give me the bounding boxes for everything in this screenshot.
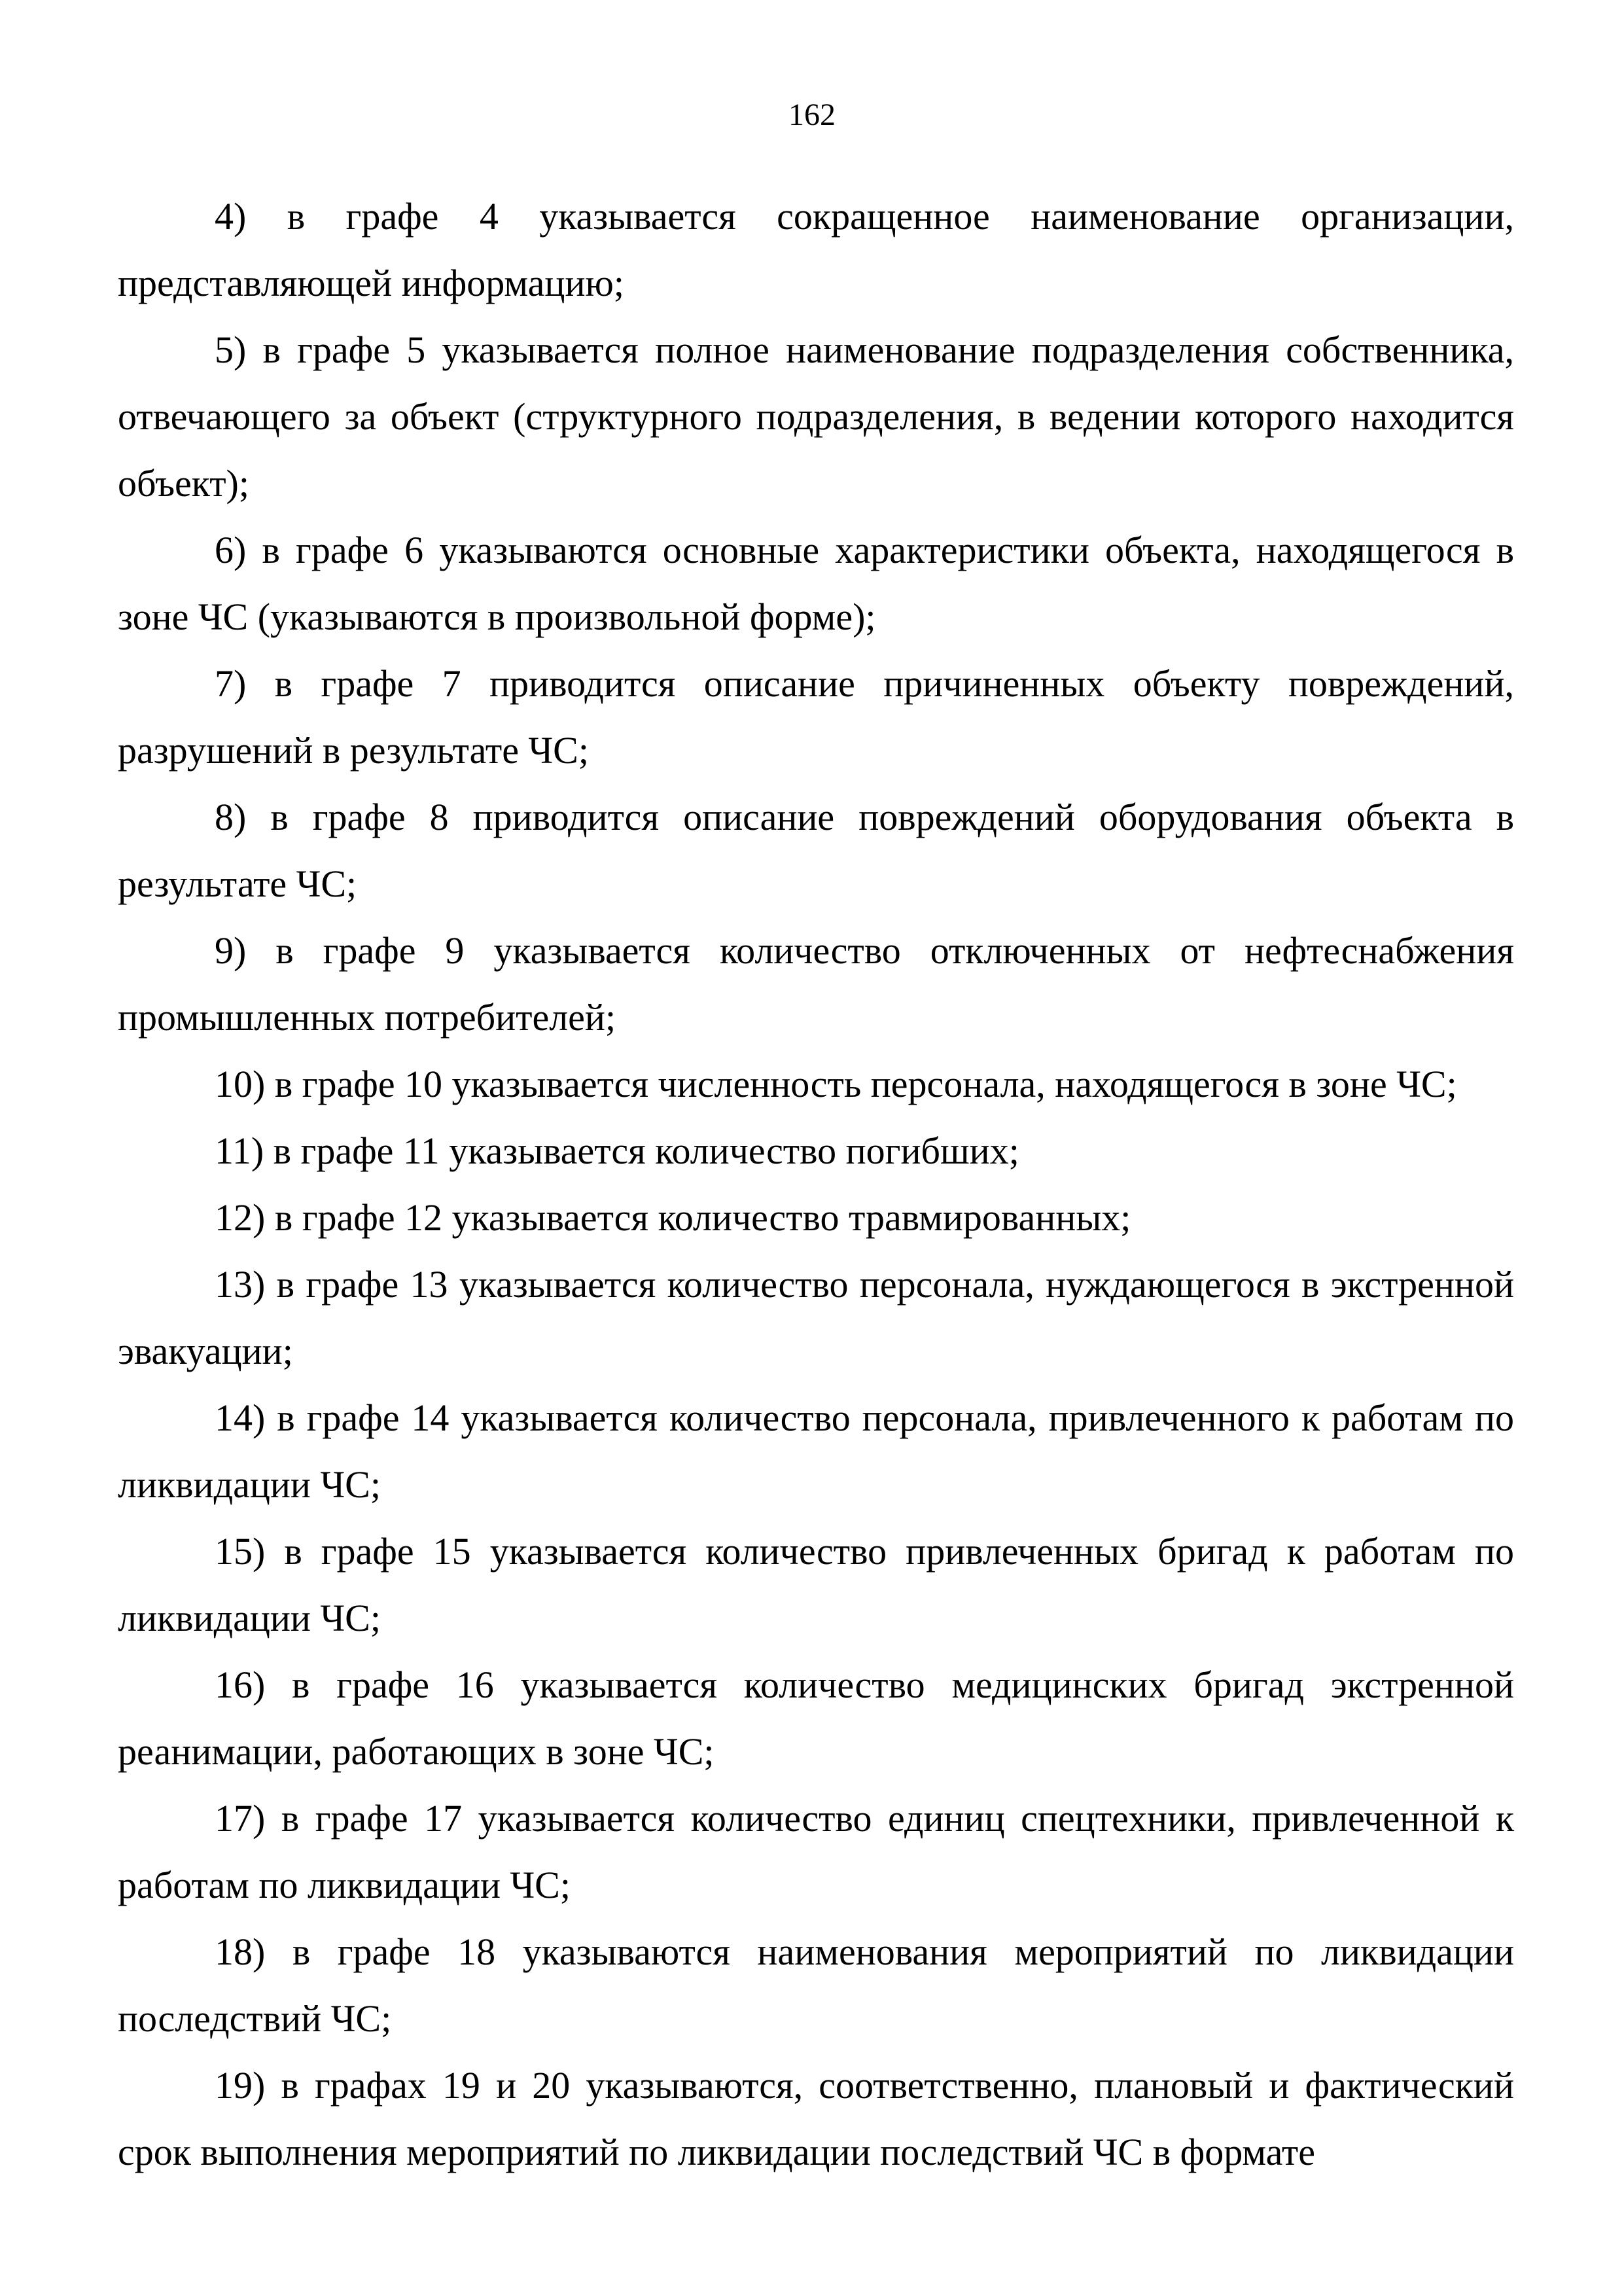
paragraph-item-8: 8) в графе 8 приводится описание повреждений оборудования объекта в результате ЧС; bbox=[118, 796, 1514, 905]
paragraph-item-18: 18) в графе 18 указываются наименования мероприятий по ликвидации последствий ЧС; bbox=[118, 1930, 1514, 2040]
paragraph-item-13: 13) в графе 13 указывается количество персонала, нуждающегося в экстренной эвакуации; bbox=[118, 1263, 1514, 1372]
paragraph-item-19: 19) в графах 19 и 20 указываются, соответственно, плановый и фактический срок выполнения мероприятий по ликвидации последствий ЧС в формате bbox=[118, 2064, 1514, 2173]
paragraph-item-14: 14) в графе 14 указывается количество персонала, привлеченного к работам по ликвидации ЧС; bbox=[118, 1397, 1514, 1506]
paragraph-item-5: 5) в графе 5 указывается полное наименование подразделения собственника, отвечающего за объект (структурного подразделения, в ведении которого находится объект); bbox=[118, 329, 1514, 505]
paragraph-item-17: 17) в графе 17 указывается количество единиц спецтехники, привлеченной к работам по ликвидации ЧС; bbox=[118, 1797, 1514, 1906]
paragraph-item-4: 4) в графе 4 указывается сокращенное наименование организации, представляющей информацию; bbox=[118, 195, 1514, 304]
paragraph-item-11: 11) в графе 11 указывается количество погибших; bbox=[215, 1130, 1019, 1172]
paragraph-item-16: 16) в графе 16 указывается количество медицинских бригад экстренной реанимации, работающих в зоне ЧС; bbox=[118, 1663, 1514, 1773]
paragraph-item-9: 9) в графе 9 указывается количество отключенных от нефтеснабжения промышленных потребителей; bbox=[118, 929, 1514, 1039]
paragraph-item-7: 7) в графе 7 приводится описание причиненных объекту повреждений, разрушений в результате ЧС; bbox=[118, 662, 1514, 772]
document-body bbox=[118, 183, 1514, 2186]
paragraph-item-12: 12) в графе 12 указывается количество травмированных; bbox=[215, 1196, 1131, 1239]
page-number: 162 bbox=[788, 98, 836, 132]
paragraph-item-6: 6) в графе 6 указываются основные характеристики объекта, находящегося в зоне ЧС (указываются в произвольной форме); bbox=[118, 529, 1514, 638]
paragraph-item-10: 10) в графе 10 указывается численность персонала, находящегося в зоне ЧС; bbox=[215, 1063, 1457, 1105]
paragraph-item-15: 15) в графе 15 указывается количество привлеченных бригад к работам по ликвидации ЧС; bbox=[118, 1530, 1514, 1639]
